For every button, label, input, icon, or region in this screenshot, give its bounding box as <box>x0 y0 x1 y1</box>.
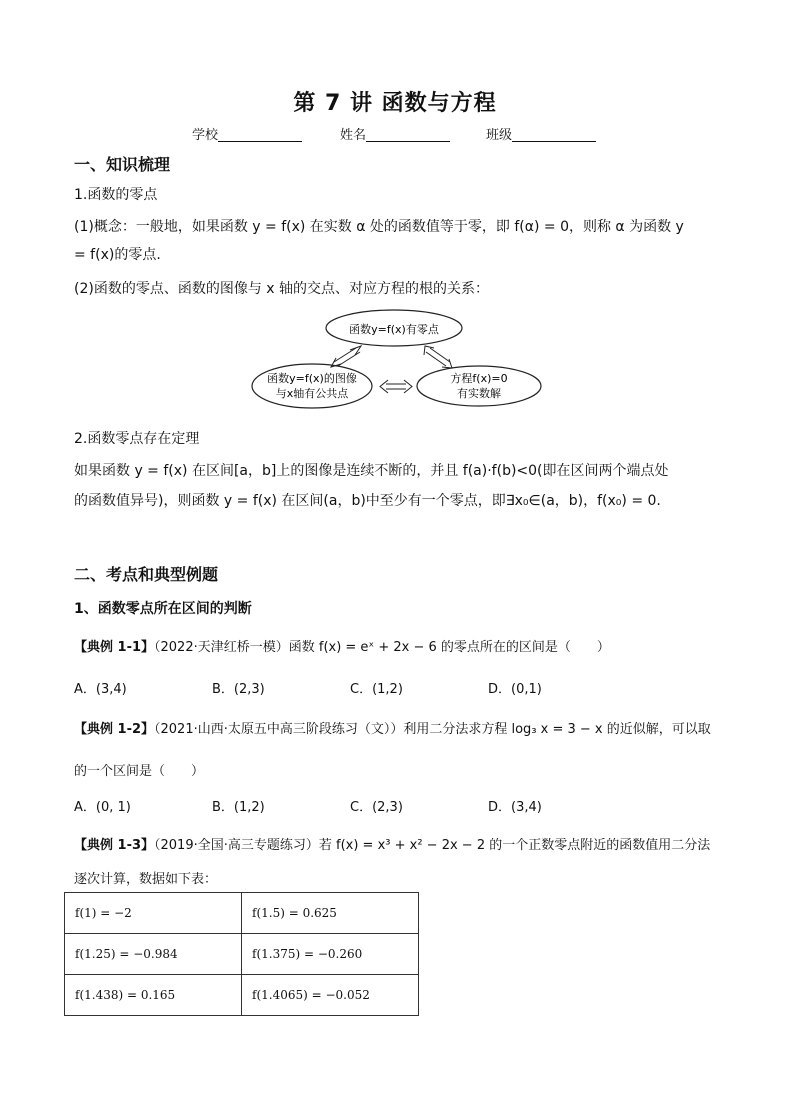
table-row <box>65 975 419 1016</box>
table-row <box>65 934 419 975</box>
double-arrow-left-diag-icon <box>331 346 361 367</box>
table-row <box>65 893 419 934</box>
class-blank <box>512 127 596 142</box>
name-field <box>340 124 450 143</box>
example-1-2-text-line1: （2021·山西·太原五中高三阶段练习（文））利用二分法求方程 log₃ x = 3 − x 的近似解，可以取 <box>154 722 711 737</box>
section1-heading: 一、知识梳理 <box>74 155 171 174</box>
option-b: B．(1,2) <box>212 800 265 815</box>
example-1-1-label: 【典例 1-1】 <box>74 640 155 655</box>
example-1-2 <box>74 718 711 737</box>
example-1-1-text: （2022·天津红桥一模）函数 f(x) = eˣ + 2x − 6 的零点所在的区间是（ ） <box>154 640 610 655</box>
example-1-3-label: 【典例 1-3】 <box>74 838 155 853</box>
theorem-line1: 如果函数 y = f(x) 在区间[a，b]上的图像是连续不断的，并且 f(a)·f(b)<0(即在区间两个端点处 <box>74 463 669 479</box>
school-label: 学校 <box>192 128 219 143</box>
example-1-2-label: 【典例 1-2】 <box>74 722 155 737</box>
table-cell: f(1.438) = 0.165 <box>65 975 242 1016</box>
option-b: B．(2,3) <box>212 682 265 697</box>
concept-line2: = f(x)的零点. <box>74 247 161 263</box>
table-cell: f(1.5) = 0.625 <box>242 893 419 934</box>
diagram-top-text: 函数y=f(x)有零点 <box>349 323 439 336</box>
section2-sub1: 1、函数零点所在区间的判断 <box>74 601 252 617</box>
option-c: C．(2,3) <box>350 800 403 815</box>
diagram-left-line1: 函数y=f(x)的图像 <box>267 372 357 385</box>
example-1-3-text-line2: 逐次计算，数据如下表： <box>74 872 218 887</box>
name-label: 姓名 <box>340 128 367 143</box>
table-cell: f(1.4065) = −0.052 <box>242 975 419 1016</box>
concept-line1: (1)概念：一般地，如果函数 y = f(x) 在实数 α 处的函数值等于零，即 f(α) = 0，则称 α 为函数 y <box>74 219 684 235</box>
option-a: A．(0, 1) <box>74 800 131 815</box>
section1-sub2: 2.函数零点存在定理 <box>74 431 200 447</box>
example-1-1-options <box>74 678 626 697</box>
option-a: A．(3,4) <box>74 682 127 697</box>
example-1-1 <box>74 636 610 655</box>
name-blank <box>366 127 450 142</box>
option-c: C．(1,2) <box>350 682 403 697</box>
page-title: 第 7 讲 函数与方程 <box>293 91 497 116</box>
diagram-left-line2: 与x轴有公共点 <box>275 387 349 400</box>
double-arrow-horizontal-icon <box>380 380 412 393</box>
example-1-3 <box>74 834 710 853</box>
school-blank <box>218 127 302 142</box>
example-1-3-text-line1: （2019·全国·高三专题练习）若 f(x) = x³ + x² − 2x − 2 的一个正数零点附近的函数值用二分法 <box>154 838 711 853</box>
table-cell: f(1) = −2 <box>65 893 242 934</box>
example-1-2-text-line2: 的一个区间是（ ） <box>74 764 205 779</box>
section2-heading: 二、考点和典型例题 <box>74 565 219 584</box>
graph-ellipse <box>252 364 372 408</box>
option-d: D．(3,4) <box>488 800 542 815</box>
diagram-right-line1: 方程f(x)=0 <box>450 372 508 385</box>
theorem-line2: 的函数值异号)，则函数 y = f(x) 在区间(a，b)中至少有一个零点，即∃x₀∈(a，b)，f(x₀) = 0. <box>74 493 661 509</box>
relation-diagram <box>250 306 550 410</box>
double-arrow-right-diag-icon <box>424 346 452 368</box>
table-cell: f(1.25) = −0.984 <box>65 934 242 975</box>
diagram-right-line2: 有实数解 <box>457 387 501 400</box>
example-1-2-options <box>74 796 626 815</box>
bisection-value-table <box>64 892 419 1016</box>
section1-sub1: 1.函数的零点 <box>74 187 158 203</box>
option-d: D．(0,1) <box>488 682 542 697</box>
table-cell: f(1.375) = −0.260 <box>242 934 419 975</box>
school-field <box>192 124 302 143</box>
relation-text: (2)函数的零点、函数的图像与 x 轴的交点、对应方程的根的关系： <box>74 281 490 297</box>
class-field <box>486 124 596 143</box>
class-label: 班级 <box>486 128 513 143</box>
